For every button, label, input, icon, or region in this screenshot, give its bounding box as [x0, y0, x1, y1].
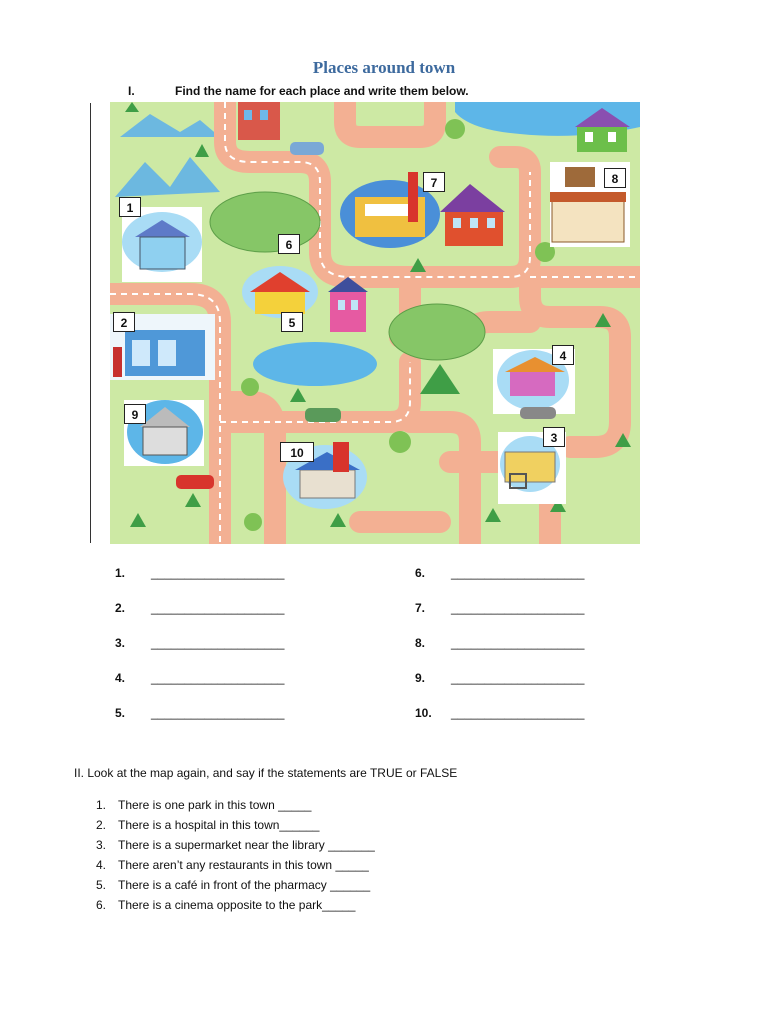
answer-blank[interactable]: ____________________ — [151, 636, 285, 650]
map-label-4: 4 — [552, 345, 574, 365]
answer-number: 5. — [115, 706, 126, 720]
answer-blank[interactable]: ____________________ — [451, 706, 585, 720]
statement-text[interactable]: There is a cinema opposite to the park_____ — [118, 898, 356, 912]
town-map-illustration — [110, 102, 640, 544]
map-label-5: 5 — [281, 312, 303, 332]
statement-text[interactable]: There aren’t any restaurants in this town _____ — [118, 858, 369, 872]
answer-number: 1. — [115, 566, 126, 580]
answer-number: 3. — [115, 636, 126, 650]
map-label-7: 7 — [423, 172, 445, 192]
answer-blank[interactable]: ____________________ — [451, 566, 585, 580]
statement-number: 4. — [96, 858, 107, 872]
park-center — [389, 304, 485, 360]
town-map — [110, 102, 640, 544]
map-label-3: 3 — [543, 427, 565, 447]
statement-text[interactable]: There is a café in front of the pharmacy ______ — [118, 878, 371, 892]
map-label-6: 6 — [278, 234, 300, 254]
section-1-instruction: Find the name for each place and write them below. — [175, 84, 469, 98]
answer-number: 9. — [415, 671, 426, 685]
map-label-10: 10 — [280, 442, 314, 462]
answer-blank[interactable]: ____________________ — [451, 636, 585, 650]
statement-number: 5. — [96, 878, 107, 892]
building-top-left — [238, 102, 280, 140]
statement-number: 6. — [96, 898, 107, 912]
statement-number: 1. — [96, 798, 107, 812]
section-1-number: I. — [128, 84, 135, 98]
answer-number: 8. — [415, 636, 426, 650]
statement-text[interactable]: There is a supermarket near the library _______ — [118, 838, 375, 852]
park-6 — [210, 192, 320, 252]
map-label-8: 8 — [604, 168, 626, 188]
statement-text[interactable]: There is one park in this town _____ — [118, 798, 312, 812]
building-5-restaurant — [242, 266, 318, 318]
answer-blank[interactable]: ____________________ — [151, 601, 285, 615]
page-title: Places around town — [312, 58, 456, 77]
car-gray — [520, 407, 556, 419]
statement-number: 3. — [96, 838, 107, 852]
answer-blank[interactable]: ____________________ — [151, 706, 285, 720]
car-green — [305, 408, 341, 422]
map-label-2: 2 — [113, 312, 135, 332]
answer-number: 7. — [415, 601, 426, 615]
answer-blank[interactable]: ____________________ — [151, 566, 285, 580]
statement-text[interactable]: There is a hospital in this town______ — [118, 818, 320, 832]
section-2-heading: II. Look at the map again, and say if the statements are TRUE or FALSE — [74, 766, 458, 780]
answer-number: 4. — [115, 671, 126, 685]
answer-blank[interactable]: ____________________ — [451, 601, 585, 615]
answer-blank[interactable]: ____________________ — [151, 671, 285, 685]
map-label-9: 9 — [124, 404, 146, 424]
answer-number: 6. — [415, 566, 426, 580]
answer-number: 2. — [115, 601, 126, 615]
margin-line — [90, 103, 91, 543]
answer-blank[interactable]: ____________________ — [451, 671, 585, 685]
car-blue — [290, 142, 324, 155]
answer-number: 10. — [415, 706, 432, 720]
map-pond — [253, 342, 377, 386]
building-1-hospital — [122, 207, 202, 282]
map-label-1: 1 — [119, 197, 141, 217]
car-red — [176, 475, 214, 489]
statement-number: 2. — [96, 818, 107, 832]
